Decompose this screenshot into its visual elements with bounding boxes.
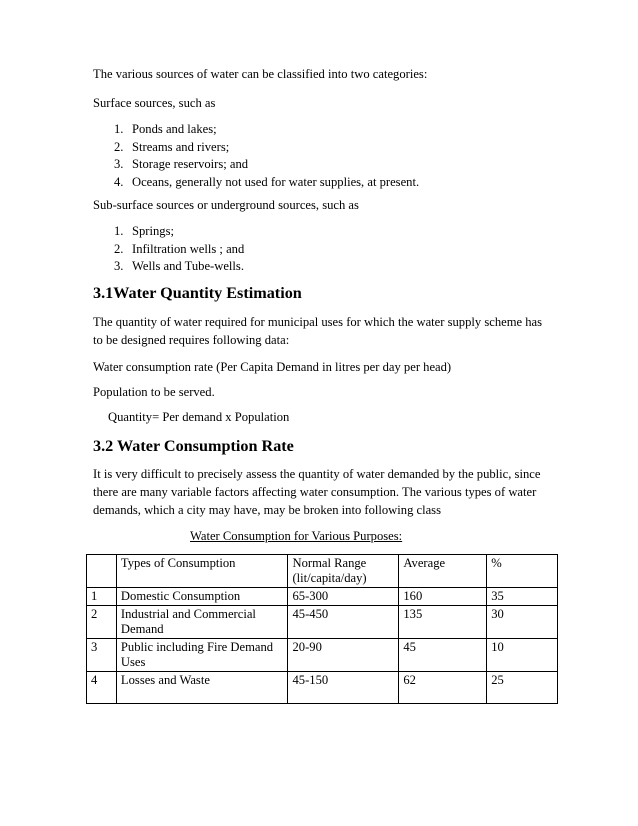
list-item-text: Infiltration wells ; and xyxy=(132,241,245,256)
surface-sources-list xyxy=(93,121,419,191)
cell-number: 3 xyxy=(87,639,117,672)
list-item xyxy=(93,174,419,192)
list-item xyxy=(93,223,244,241)
cell-percent: 25 xyxy=(487,672,558,704)
list-item-text: Wells and Tube-wells. xyxy=(132,259,244,273)
list-number: 1. xyxy=(114,224,124,238)
list-item xyxy=(93,139,419,157)
list-item xyxy=(93,121,419,139)
table-caption: Water Consumption for Various Purposes: xyxy=(190,529,403,543)
surface-sources-intro: Surface sources, such as xyxy=(93,96,216,110)
list-item xyxy=(93,241,244,259)
list-number: 3. xyxy=(114,259,124,273)
cell-type: Public including Fire Demand Uses xyxy=(116,639,288,672)
cell-range: 20-90 xyxy=(288,639,399,672)
list-item xyxy=(93,156,419,174)
cell-range: 45-450 xyxy=(288,606,399,639)
list-number: 4. xyxy=(114,174,124,189)
population-text: Population to be served. xyxy=(93,385,215,399)
list-item-text: Storage reservoirs; and xyxy=(132,157,249,171)
list-item-text: Streams and rivers; xyxy=(132,139,230,154)
header-normal-range: Normal Range (lit/capita/day) xyxy=(288,555,399,588)
cell-average: 160 xyxy=(399,588,487,606)
cell-percent: 30 xyxy=(487,606,558,639)
quantity-formula: Quantity= Per demand x Population xyxy=(108,410,290,424)
subsurface-sources-intro: Sub-surface sources or underground sources, such as xyxy=(93,198,359,212)
table-row xyxy=(87,639,558,672)
section-heading-water-quantity: 3.1Water Quantity Estimation xyxy=(93,284,302,302)
list-number: 1. xyxy=(114,122,124,136)
quantity-paragraph: The quantity of water required for municipal uses for which the water supply scheme has to be designed requires following data: xyxy=(93,315,543,347)
consumption-paragraph: It is very difficult to precisely assess the quantity of water demanded by the public, since there are many variable factors affecting water consumption. The various types of water demands, which a city may have, may be broken into following class xyxy=(93,467,541,517)
header-percent: % xyxy=(487,555,558,588)
list-item-text: Springs; xyxy=(132,224,174,238)
list-item-text: Ponds and lakes; xyxy=(132,122,217,136)
cell-average: 62 xyxy=(399,672,487,704)
cell-type: Domestic Consumption xyxy=(116,588,288,606)
header-average: Average xyxy=(399,555,487,588)
water-consumption-table xyxy=(86,554,558,704)
intro-text: The various sources of water can be classified into two categories: xyxy=(93,67,428,81)
table-row xyxy=(87,606,558,639)
cell-number: 4 xyxy=(87,672,117,704)
list-number: 2. xyxy=(114,241,124,256)
list-number: 2. xyxy=(114,139,124,154)
cell-average: 45 xyxy=(399,639,487,672)
table-header-row xyxy=(87,555,558,588)
cell-average: 135 xyxy=(399,606,487,639)
header-number xyxy=(87,555,117,588)
cell-type: Losses and Waste xyxy=(116,672,288,704)
list-item xyxy=(93,258,244,276)
list-number: 3. xyxy=(114,157,124,171)
table-row xyxy=(87,588,558,606)
cell-number: 2 xyxy=(87,606,117,639)
cell-percent: 10 xyxy=(487,639,558,672)
cell-percent: 35 xyxy=(487,588,558,606)
cell-range: 65-300 xyxy=(288,588,399,606)
consumption-rate-text: Water consumption rate (Per Capita Demand in litres per day per head) xyxy=(93,360,452,374)
table-row xyxy=(87,672,558,704)
header-type: Types of Consumption xyxy=(116,555,288,588)
cell-range: 45-150 xyxy=(288,672,399,704)
list-item-text: Oceans, generally not used for water supplies, at present. xyxy=(132,174,420,189)
section-heading-consumption-rate: 3.2 Water Consumption Rate xyxy=(93,437,294,455)
cell-number: 1 xyxy=(87,588,117,606)
subsurface-sources-list xyxy=(93,223,244,276)
cell-type: Industrial and Commercial Demand xyxy=(116,606,288,639)
